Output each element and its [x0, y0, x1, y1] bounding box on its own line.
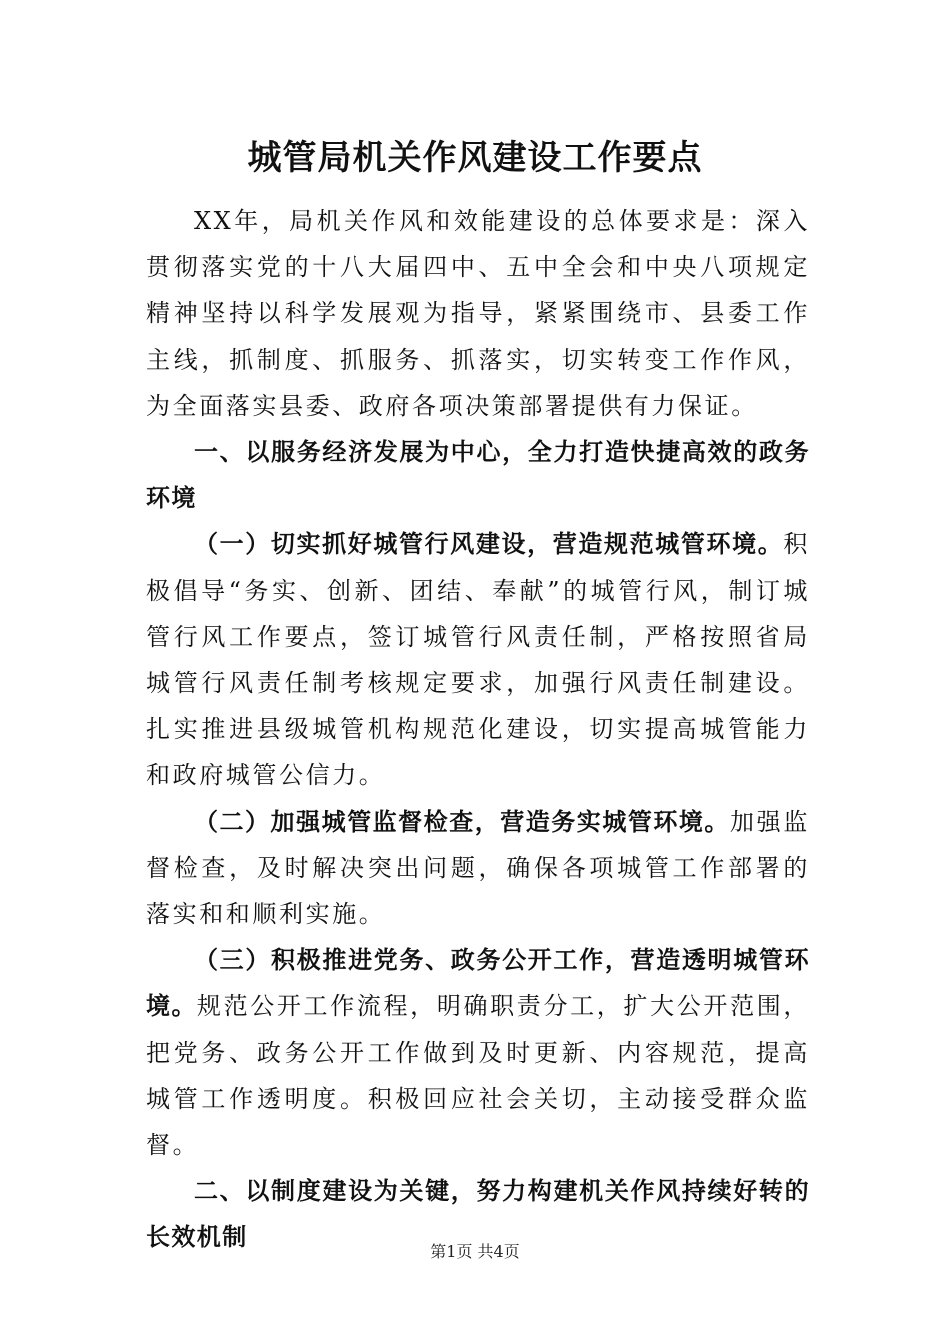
section-2-heading: 二、以制度建设为关键，努力构建机关作风持续好转的长效机制	[146, 1177, 810, 1252]
page-total: 共4页	[477, 1242, 520, 1261]
item-3-body: 规范公开工作流程，明确职责分工，扩大公开范围，把党务、政务公开工作做到及时更新、内容规范，提高城管工作透明度。积极回应社会关切，主动接受群众监督。	[146, 992, 810, 1160]
section-1-heading: 一、以服务经济发展为中心，全力打造快捷高效的政务环境	[146, 438, 810, 513]
item-2-body: 加强监督检查，及时解决突出问题，确保各项城管工作部署的落实和和顺利实施。	[146, 807, 810, 929]
section-1-item-1	[146, 521, 810, 798]
item-1-body: 积极倡导“务实、创新、团结、奉献”的城管行风，制订城管行风工作要点，签订城管行风责任制，严格按照省局城管行风责任制考核规定要求，加强行风责任制建设。扎实推进县级城管机构规范化建设，切实提高城管能力和政府城管公信力。	[146, 530, 810, 790]
intro-paragraph: XX年，局机关作风和效能建设的总体要求是：深入贯彻落实党的十八大届四中、五中全会和中央八项规定精神坚持以科学发展观为指导，紧紧围绕市、县委工作主线，抓制度、抓服务、抓落实，切实转变工作作风，为全面落实县委、政府各项决策部署提供有力保证。	[146, 207, 810, 420]
section-1-item-3	[146, 937, 810, 1168]
page-footer	[0, 1240, 950, 1264]
page-number: 第1页	[430, 1242, 473, 1261]
section-1-item-2	[146, 799, 810, 938]
document-body	[146, 198, 810, 1261]
document-title: 城管局机关作风建设工作要点	[247, 138, 703, 178]
item-2-heading: （二）加强城管监督检查，营造务实城管环境。	[194, 807, 730, 836]
item-3-heading: （三）积极推进党务、政务公开工作，营造透明城管环境。	[146, 946, 810, 1021]
item-1-heading: （一）切实抓好城管行风建设，营造规范城管环境。	[194, 530, 784, 559]
